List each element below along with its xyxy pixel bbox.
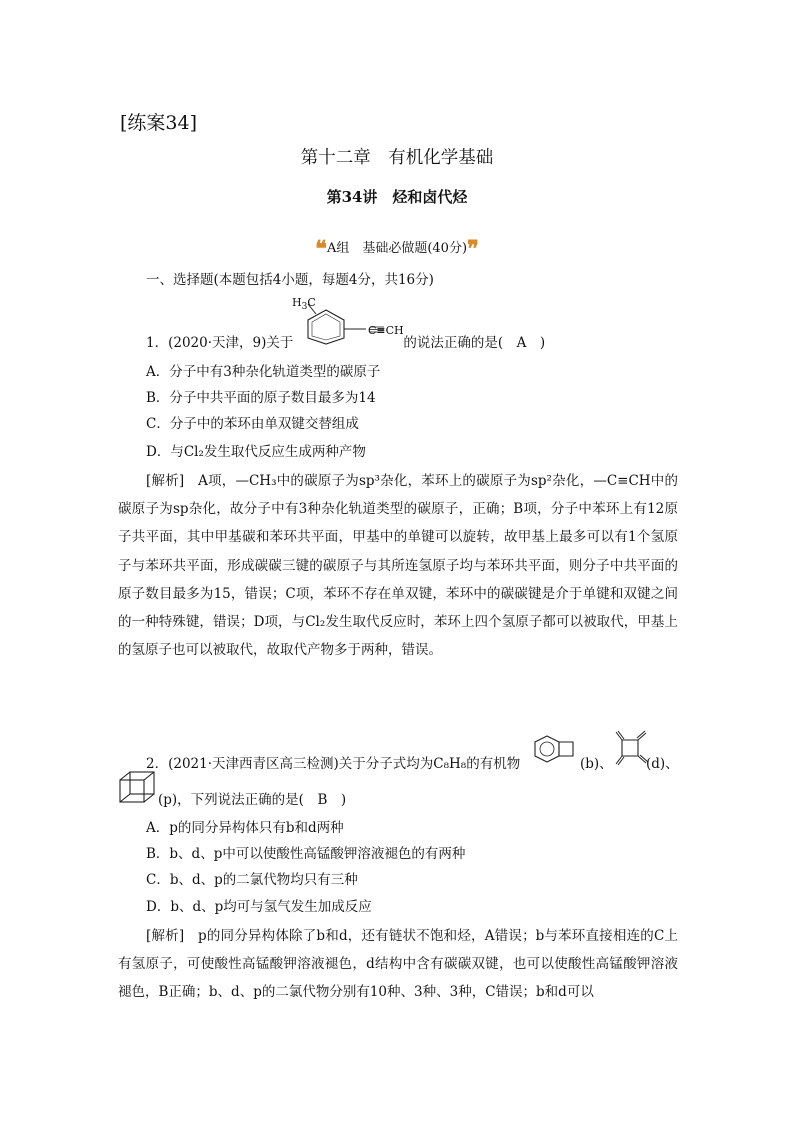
q2-structure-p-icon: [118, 770, 158, 804]
q1-alkyne-label: C≡CH: [368, 324, 404, 337]
q2-structure-d-icon: [616, 728, 650, 768]
open-quote-icon: ❝: [315, 236, 327, 262]
group-label: A组 基础必做题(40分): [326, 241, 468, 256]
q2-label-d: (d)、: [646, 756, 679, 772]
q1-option-c: C．分子中的苯环由单双键交替组成: [146, 416, 359, 432]
close-quote-icon: ❞: [467, 236, 479, 262]
q2-stem: [146, 752, 520, 772]
lecture-title: 第34讲 烃和卤代烃: [326, 188, 468, 206]
q1-option-a: A．分子中有3种杂化轨道类型的碳原子: [146, 364, 381, 380]
q1-option-b: B．分子中共平面的原子数目最多为14: [146, 390, 376, 406]
q2-option-c: C．b、d、p的二氯代物均只有三种: [146, 872, 358, 888]
q2-option-b: B．b、d、p中可以使酸性高锰酸钾溶液褪色的有两种: [146, 846, 466, 862]
q2-analysis: [118, 922, 678, 1007]
section-title: 一、选择题(本题包括4小题，每题4分，共16分): [146, 272, 434, 288]
q1-analysis: [118, 467, 678, 664]
q1-suffix: 的说法正确的是( A ): [403, 335, 546, 351]
chapter-title: 第十二章 有机化学基础: [300, 148, 494, 168]
q1-option-d: D．与Cl₂发生取代反应生成两种产物: [146, 444, 366, 460]
q2-number: 2．(2021·天津西青区高三检测)关于分子式均为C₈H₈的有机物: [146, 756, 521, 772]
q1-methyl-label: $H_3C$: [292, 296, 316, 313]
group-heading: [0, 236, 794, 262]
exercise-tag: [练案34]: [120, 112, 198, 134]
q2-structure-b-icon: [534, 733, 580, 767]
q1-number: 1．(2020·天津，9)关于: [146, 335, 294, 351]
q2-option-a: A．p的同分异构体只有b和d两种: [146, 820, 344, 836]
q2-label-p: (p)，下列说法正确的是( B ): [158, 792, 347, 808]
q2-analysis-text: [解析] p的同分异构体除了b和d，还有链状不饱和烃，A错误；b与苯环直接相连的C上有氢原子，可使酸性高锰酸钾溶液褪色，d结构中含有碳碳双键，也可以使酸性高锰酸钾溶液褪色，B正确；b、d、p的二氯代物分别有10种、3种、3种，C错误；b和d可以: [118, 928, 678, 1001]
q2-label-b: (b)、: [580, 756, 613, 772]
q2-option-d: D．b、d、p均可与氢气发生加成反应: [146, 899, 372, 915]
q1-analysis-text: [解析] A项，—CH₃中的碳原子为sp³杂化，苯环上的碳原子为sp²杂化，—C≡CH中的碳原子为sp杂化，故分子中有3种杂化轨道类型的碳原子，正确；B项，分子中苯环上有12原子共平面，其中甲基碳和苯环共平面，甲基中的单键可以旋转，故甲基上最多可以有1个氢原子与苯环共平面，形成碳碳三键的碳原子与其所连氢原子均与苯环共平面，则分子中共平面的原子数目最多为15，错误；C项，苯环不存在单双键，苯环中的碳碳键是介于单键和双键之间的一种特殊键，错误；D项，与Cl₂发生取代反应时，苯环上四个氢原子都可以被取代，甲基上的氢原子也可以被取代，故取代产物多于两种，错误。: [118, 473, 678, 659]
